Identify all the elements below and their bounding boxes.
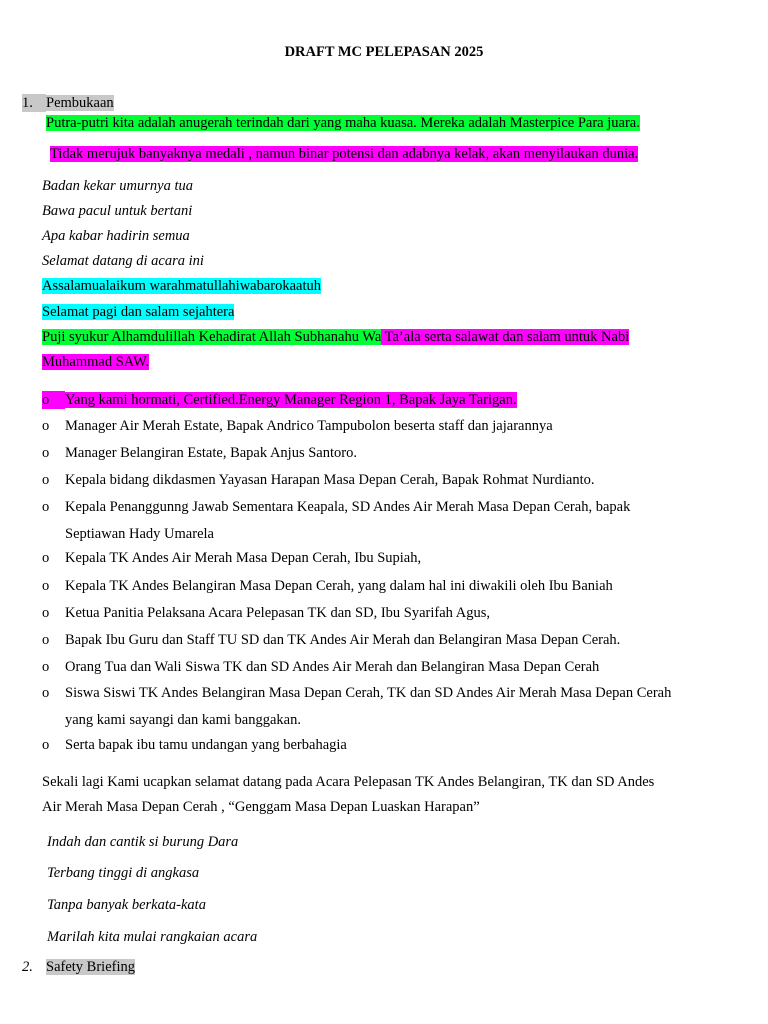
pantun-1-line: Apa kabar hadirin semua [42, 228, 190, 244]
quote-line-2-text: Tidak merujuk banyaknya medali , namun binar potensi dan adabnya kelak, akan menyilaukan dunia. [50, 146, 639, 162]
bullet-marker: o [42, 391, 65, 409]
bullet-text: Serta bapak ibu tamu undangan yang berbahagia [65, 737, 347, 753]
welcome-line-2: Air Merah Masa Depan Cerah , “Genggam Masa Depan Luaskan Harapan” [42, 799, 480, 815]
pantun-2-line: Marilah kita mulai rangkaian acara [47, 929, 258, 945]
section-2-number: 2. [22, 959, 33, 975]
bullet-text: Kepala bidang dikdasmen Yayasan Harapan Masa Depan Cerah, Bapak Rohmat Nurdianto. [65, 472, 595, 488]
bullet-marker: o [42, 685, 50, 701]
pantun-2-line: Terbang tinggi di angkasa [47, 865, 200, 881]
bullet-marker: o [42, 737, 50, 753]
pantun-1-line: Bawa pacul untuk bertani [42, 203, 193, 219]
bullet-marker: o [42, 578, 50, 594]
greeting-2-text: Selamat pagi dan salam sejahtera [42, 304, 235, 320]
quote-line-2 [50, 145, 638, 163]
praise-text-green: Puji syukur Alhamdulillah Kehadirat Allah Subhanahu Wa [42, 329, 382, 345]
bullet-marker: o [42, 418, 50, 434]
bullet-marker: o [42, 499, 50, 515]
section-2-title: Safety Briefing [46, 959, 135, 975]
bullet-text: Manager Belangiran Estate, Bapak Anjus Santoro. [65, 445, 357, 461]
quote-line-1-text: Putra-putri kita adalah anugerah terindah dari yang maha kuasa. Mereka adalah Masterpice Para juara. [46, 115, 640, 131]
bullet-text: Orang Tua dan Wali Siswa TK dan SD Andes Air Merah dan Belangiran Masa Depan Cerah [65, 659, 600, 675]
bullet-text: Kepala TK Andes Belangiran Masa Depan Cerah, yang dalam hal ini diwakili oleh Ibu Baniah [65, 578, 613, 594]
bullet-text-continuation: yang kami sayangi dan kami banggakan. [65, 712, 301, 728]
bullet-text: Siswa Siswi TK Andes Belangiran Masa Depan Cerah, TK dan SD Andes Air Merah Masa Depan Cerah [65, 685, 672, 701]
bullet-marker: o [42, 632, 50, 648]
pantun-1-line: Selamat datang di acara ini [42, 253, 204, 269]
greeting-2 [42, 303, 234, 321]
bullet-text: Ketua Panitia Pelaksana Acara Pelepasan TK dan SD, Ibu Syarifah Agus, [65, 605, 490, 621]
welcome-line-1: Sekali lagi Kami ucapkan selamat datang pada Acara Pelepasan TK Andes Belangiran, TK dan SD Andes [42, 774, 655, 790]
section-1-heading [22, 94, 114, 112]
section-1-title: Pembukaan [46, 95, 114, 111]
document-title: DRAFT MC PELEPASAN 2025 [284, 44, 484, 60]
bullet-text: Yang kami hormati, Certified.Energy Manager Region 1, Bapak Jaya Tarigan. [65, 392, 517, 408]
section-1-number: 1. [22, 94, 46, 112]
pantun-2-line: Indah dan cantik si burung Dara [47, 834, 239, 850]
quote-line-1 [46, 114, 640, 132]
bullet-text: Manager Air Merah Estate, Bapak Andrico Tampubolon beserta staff dan jajarannya [65, 418, 553, 434]
praise-text-end: Muhammad SAW. [42, 354, 150, 370]
bullet-marker: o [42, 550, 50, 566]
pantun-2-line: Tanpa banyak berkata-kata [47, 897, 206, 913]
praise-line-1 [42, 328, 629, 346]
greeting-1-text: Assalamualaikum warahmatullahiwabarokaatuh [42, 278, 322, 294]
bullet-item-highlighted [42, 391, 517, 409]
praise-line-2 [42, 353, 149, 371]
bullet-marker: o [42, 472, 50, 488]
bullet-text: Kepala Penanggunng Jawab Sementara Keapala, SD Andes Air Merah Masa Depan Cerah, bapak [65, 499, 631, 515]
pantun-1-line: Badan kekar umurnya tua [42, 178, 194, 194]
bullet-marker: o [42, 605, 50, 621]
greeting-1 [42, 277, 321, 295]
bullet-text: Kepala TK Andes Air Merah Masa Depan Cerah, Ibu Supiah, [65, 550, 422, 566]
bullet-marker: o [42, 445, 50, 461]
bullet-text-continuation: Septiawan Hady Umarela [65, 526, 214, 542]
section-2-heading [22, 958, 135, 976]
praise-text-magenta: Ta’ala serta salawat dan salam untuk Nabi [381, 329, 630, 345]
bullet-marker: o [42, 659, 50, 675]
bullet-text: Bapak Ibu Guru dan Staff TU SD dan TK Andes Air Merah dan Belangiran Masa Depan Cerah. [65, 632, 621, 648]
